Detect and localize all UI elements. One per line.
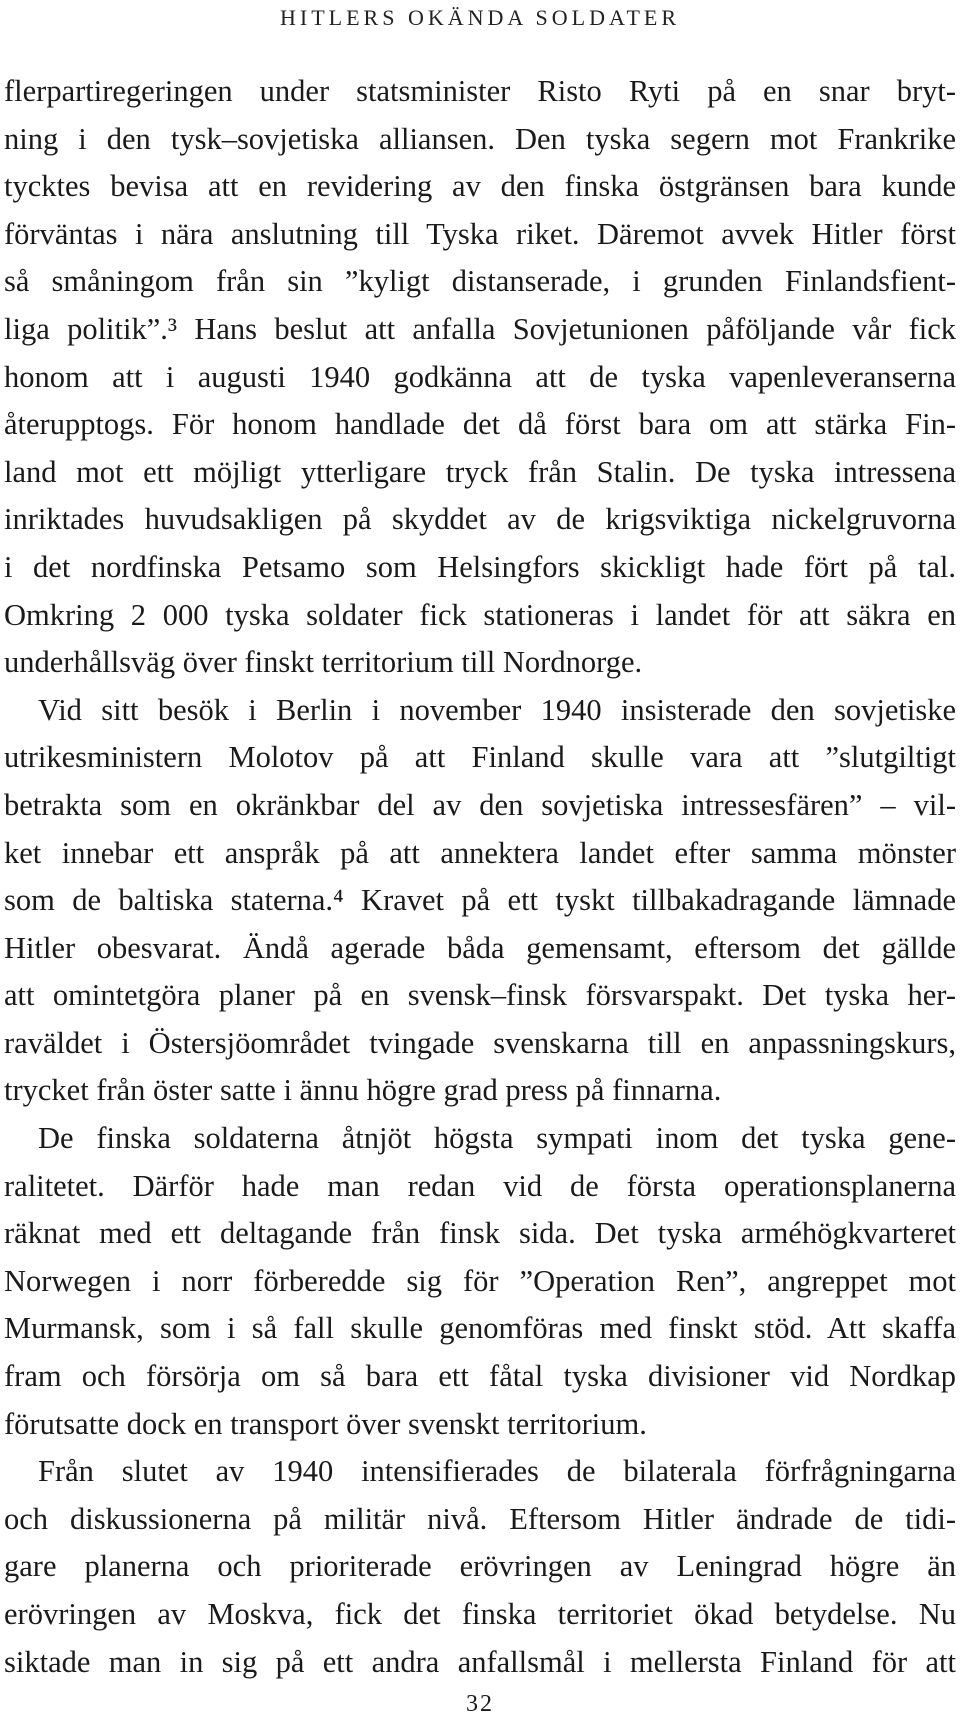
text-line: ket innebar ett anspråk på att annektera landet efter samma mönster bbox=[4, 835, 956, 870]
text-line: inriktades huvudsakligen på skyddet av de krigsviktiga nickelgruvorna bbox=[4, 502, 956, 537]
text-line: återupptogs. För honom handlade det då först bara om att stärka Fin- bbox=[4, 407, 956, 442]
text-line: ning i den tysk–sovjetiska alliansen. Den tyska segern mot Frankrike bbox=[4, 121, 956, 156]
running-head: HITLERS OKÄNDA SOLDATER bbox=[280, 5, 680, 30]
text-line: Från slutet av 1940 intensifierades de bilaterala förfrågningarna bbox=[38, 1454, 956, 1489]
text-line: De finska soldaterna åtnjöt högsta sympati inom det tyska gene- bbox=[38, 1121, 956, 1156]
text-line: Murmansk, som i så fall skulle genomföras med finskt stöd. Att skaffa bbox=[4, 1311, 956, 1346]
text-line: utrikesministern Molotov på att Finland skulle vara att ”slutgiltigt bbox=[4, 740, 956, 775]
text-line: ralitetet. Därför hade man redan vid de första operationsplanerna bbox=[4, 1168, 956, 1203]
text-line: tycktes bevisa att en revidering av den finska östgränsen bara kunde bbox=[4, 169, 956, 204]
text-line: underhållsväg över finskt territorium till Nordnorge. bbox=[4, 645, 643, 680]
text-line: Norwegen i norr förberedde sig för ”Operation Ren”, angreppet mot bbox=[4, 1263, 956, 1298]
text-line: som de baltiska staterna.⁴ Kravet på ett tyskt tillbakadragande lämnade bbox=[4, 883, 956, 918]
text-line: Omkring 2 000 tyska soldater fick stationeras i landet för att säkra en bbox=[4, 597, 956, 632]
page-number: 32 bbox=[466, 1691, 494, 1717]
body-text bbox=[4, 68, 956, 1686]
text-line: räknat med ett deltagande från finsk sida. Det tyska arméhögkvarteret bbox=[4, 1216, 956, 1251]
text-line: och diskussionerna på militär nivå. Eftersom Hitler ändrade de tidi- bbox=[4, 1501, 956, 1536]
text-line: gare planerna och prioriterade erövringen av Leningrad högre än bbox=[4, 1549, 956, 1584]
text-line: så småningom från sin ”kyligt distanserade, i grunden Finlandsfient- bbox=[4, 264, 956, 299]
text-line: honom att i augusti 1940 godkänna att de tyska vapenleveranserna bbox=[4, 359, 956, 394]
text-line: erövringen av Moskva, fick det finska territoriet ökad betydelse. Nu bbox=[4, 1597, 956, 1631]
text-line: liga politik”.³ Hans beslut att anfalla Sovjetunionen påföljande vår fick bbox=[4, 311, 956, 346]
text-line: siktade man in sig på ett andra anfallsmål i mellersta Finland för att bbox=[4, 1644, 956, 1679]
text-line: trycket från öster satte i ännu högre grad press på finnarna. bbox=[4, 1073, 722, 1108]
text-line: betrakta som en okränkbar del av den sovjetiska intressesfären” – vil- bbox=[4, 787, 956, 822]
text-line: Hitler obesvarat. Ändå agerade båda gemensamt, eftersom det gällde bbox=[4, 930, 956, 965]
text-line: att omintetgöra planer på en svensk–finsk försvarspakt. Det tyska her- bbox=[4, 978, 956, 1013]
text-line: land mot ett möjligt ytterligare tryck från Stalin. De tyska intressena bbox=[4, 454, 956, 489]
text-line: fram och försörja om så bara ett fåtal tyska divisioner vid Nordkap bbox=[4, 1359, 956, 1394]
text-line: Vid sitt besök i Berlin i november 1940 insisterade den sovjetiske bbox=[38, 692, 956, 727]
text-line: flerpartiregeringen under statsminister Risto Ryti på en snar bryt- bbox=[4, 74, 956, 108]
text-line: i det nordfinska Petsamo som Helsingfors skickligt hade fört på tal. bbox=[4, 549, 956, 584]
text-line: förutsatte dock en transport över svenskt territorium. bbox=[4, 1406, 647, 1441]
text-line: förväntas i nära anslutning till Tyska riket. Däremot avvek Hitler först bbox=[4, 216, 956, 251]
text-line: raväldet i Östersjöområdet tvingade svenskarna till en anpassningskurs, bbox=[4, 1025, 956, 1060]
